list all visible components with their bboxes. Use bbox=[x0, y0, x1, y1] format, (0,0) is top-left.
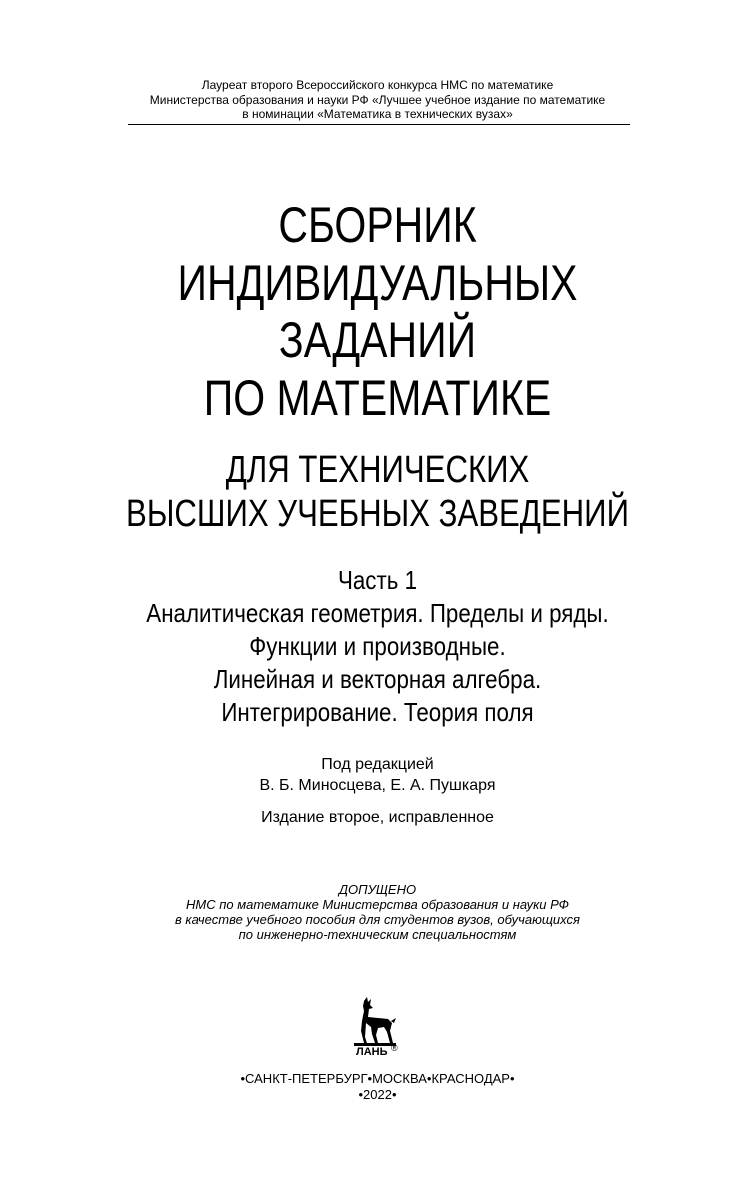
publisher-logo-text: ЛАНЬ bbox=[356, 1046, 388, 1058]
award-line-2: Министерства образования и науки РФ «Лучшее учебное издание по математике bbox=[149, 92, 606, 107]
award-note bbox=[0, 78, 755, 122]
part-topic-2: Функции и производные. bbox=[249, 631, 506, 661]
title-line-1: СБОРНИК bbox=[278, 197, 477, 253]
approval-note bbox=[0, 882, 755, 942]
award-line-3: в номинации «Математика в технических вузах» bbox=[242, 107, 513, 121]
editors bbox=[0, 754, 755, 796]
subtitle-line-2: ВЫСШИХ УЧЕБНЫХ ЗАВЕДЕНИЙ bbox=[126, 493, 629, 535]
approval-line-3: в качестве учебного пособия для студентов вузов, обучающихся bbox=[175, 912, 580, 927]
approval-line-4: по инженерно-техническим специальностям bbox=[238, 927, 517, 942]
part-topic-4: Интегрирование. Теория поля bbox=[221, 697, 534, 727]
book-subtitle bbox=[68, 448, 687, 536]
part-topic-3: Линейная и векторная алгебра. bbox=[213, 664, 542, 694]
deer-icon bbox=[338, 997, 408, 1047]
edition-note: Издание второе, исправленное bbox=[261, 809, 494, 826]
registered-mark: ® bbox=[391, 1043, 398, 1053]
approval-line-2: НМС по математике Министерства образования и науки РФ bbox=[186, 897, 569, 912]
book-title bbox=[68, 197, 687, 427]
title-line-2: ИНДИВИДУАЛЬНЫХ bbox=[177, 254, 578, 311]
publisher-cities: •САНКТ-ПЕТЕРБУРГ•МОСКВА•КРАСНОДАР• bbox=[240, 1071, 515, 1086]
award-line-1: Лауреат второго Всероссийского конкурса НМС по математике bbox=[201, 78, 554, 92]
publication-year: •2022• bbox=[358, 1087, 397, 1102]
part-topic-1: Аналитическая геометрия. Пределы и ряды. bbox=[146, 598, 609, 628]
subtitle-line-1: ДЛЯ ТЕХНИЧЕСКИХ bbox=[225, 449, 530, 491]
editors-names: В. Б. Миносцева, Е. А. Пушкаря bbox=[259, 777, 496, 794]
title-line-4: ПО МАТЕМАТИКЕ bbox=[203, 369, 552, 426]
approval-line-1: ДОПУЩЕНО bbox=[338, 882, 417, 897]
editors-label: Под редакцией bbox=[321, 756, 434, 773]
part-label: Часть 1 bbox=[337, 565, 418, 595]
part-info bbox=[53, 564, 702, 729]
header-divider bbox=[128, 124, 630, 125]
title-line-3: ЗАДАНИЙ bbox=[278, 312, 477, 368]
